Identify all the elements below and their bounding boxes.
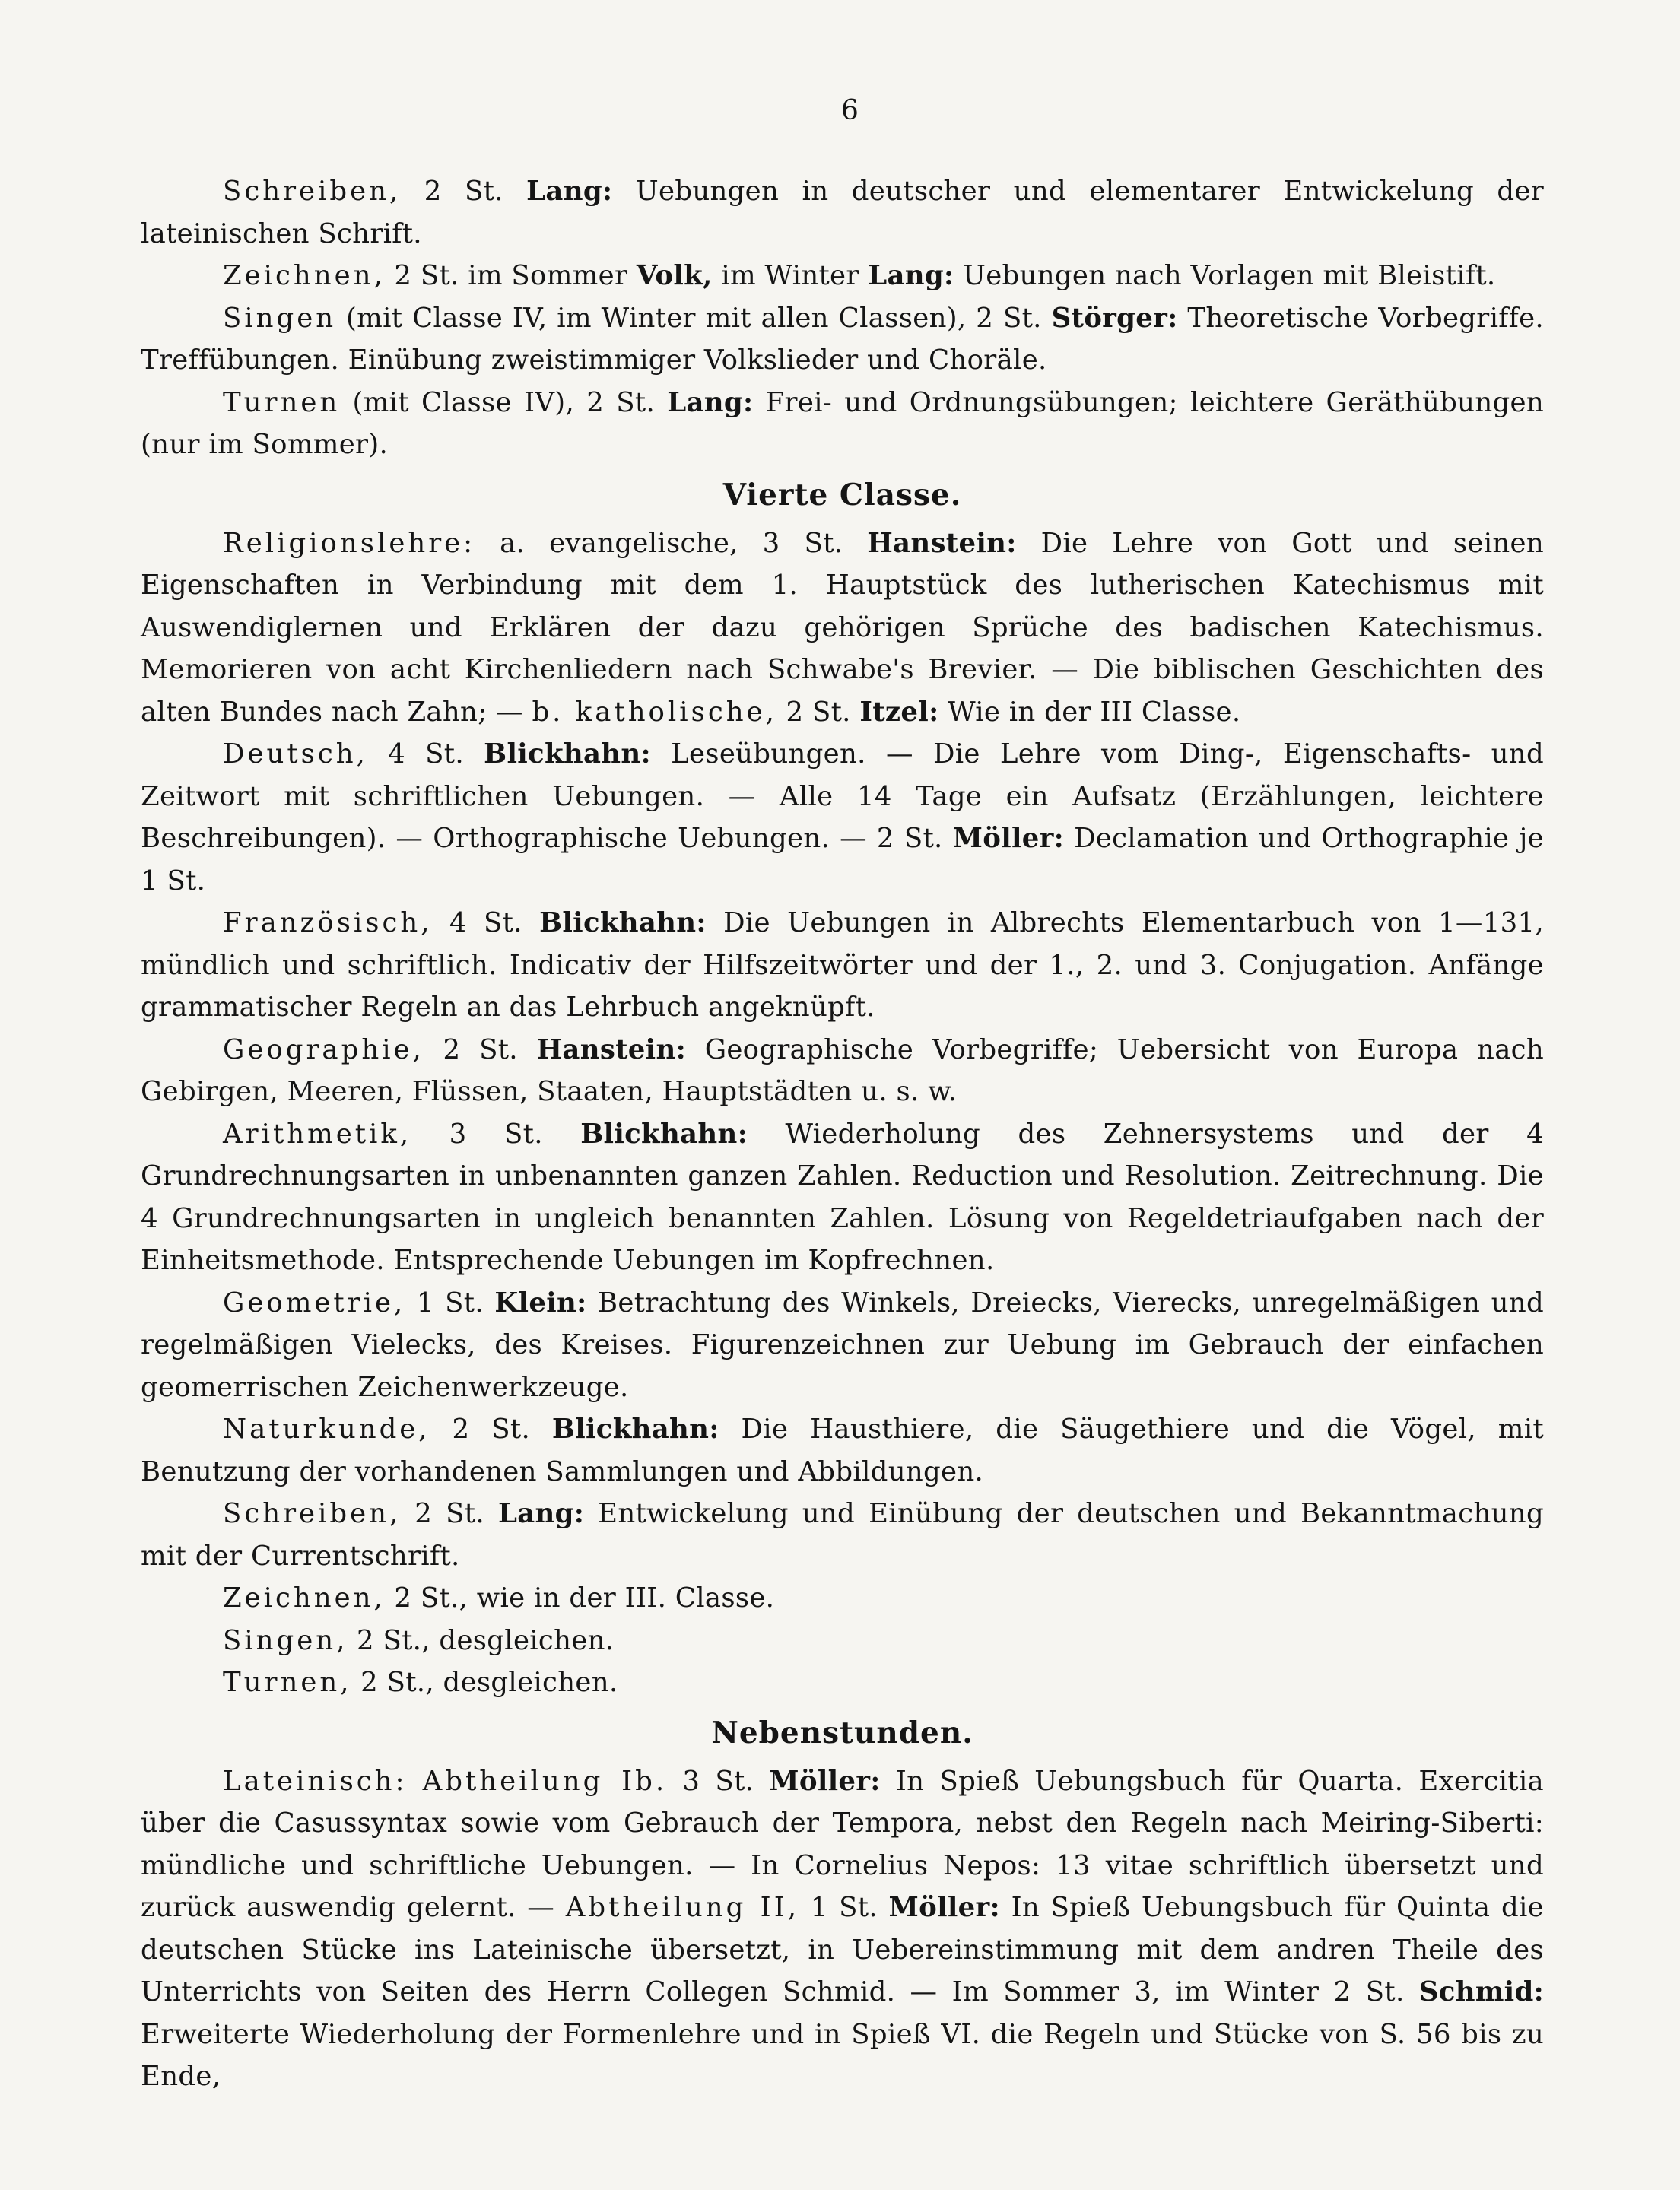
teacher-name: Blickhahn: [551, 1414, 719, 1445]
paragraph-text: Die Uebungen in Albrechts Elementarbuch von 1—131, mündlich und schriftlich. Indicativ der Hilfszeitwörter und der 1., 2. und 3. Conjugation. Anfänge grammatischer Regeln an das Lehrbuch angeknüpft. [141, 907, 1544, 1023]
paragraph-naturkunde [141, 1408, 1544, 1493]
teacher-name: Möller: [769, 1765, 881, 1797]
paragraph-text: 2 St., wie in der III. Classe. [394, 1582, 775, 1614]
section-heading-nebenstunden: Nebenstunden. [711, 1715, 973, 1750]
paragraph-text: 2 St., desgleichen. [357, 1624, 615, 1656]
paragraph-schreiben [141, 1493, 1544, 1577]
section-heading-vierte-classe: Vierte Classe. [722, 477, 962, 513]
subject-label: Zeichnen, [223, 1582, 386, 1614]
paragraph-text: Wiederholung des Zehnersystems und der 4 Grundrechnungsarten in unbenannten ganzen Zahlen. Reduction und Resolution. Zeitrechnung. Die 4 Grundrechnungsarten in ungleich benannten Zahlen. Lösung von Regeldetriaufgaben nach der Einheitsmethode. Entsprechende Uebungen im Kopfrechnen. [141, 1118, 1544, 1276]
subject-label: Zeichnen, [223, 260, 386, 291]
subject-label: Schreiben, [223, 176, 402, 207]
paragraph-text: Leseübungen. — Die Lehre vom Ding-, Eigenschafts- und Zeitwort mit schriftlichen Uebungen. — Alle 14 Tage ein Aufsatz (Erzählungen, leichtere Beschreibungen). — Orthographische Uebungen. — 2 St. [141, 738, 1544, 854]
subject-label: Arithmetik, [223, 1118, 412, 1150]
paragraph-text: im Winter [721, 260, 859, 291]
teacher-name: Lang: [526, 176, 613, 207]
hours: 2 St. [424, 176, 503, 207]
teacher-name: Blickhahn: [484, 738, 651, 770]
teacher-name: Blickhahn: [539, 907, 707, 938]
paragraph-text: Betrachtung des Winkels, Dreiecks, Vierecks, unregelmäßigen und regelmäßigen Vielecks, des Kreises. Figurenzeichnen zur Uebung im Gebrauch der einfachen geomerrischen Zeichenwerkzeuge. [141, 1287, 1545, 1403]
subject-label: Schreiben, [223, 1498, 402, 1529]
document-page [141, 95, 1544, 2098]
paragraph-text: Geographische Vorbegriffe; Uebersicht von Europa nach Gebirgen, Meeren, Flüssen, Staaten, Hauptstädten u. s. w. [141, 1033, 1545, 1107]
teacher-name: Schmid: [1418, 1976, 1544, 2008]
teacher-name: Itzel: [859, 696, 939, 728]
hours: 3 St. [682, 1765, 754, 1797]
paragraph-lateinisch [141, 1760, 1544, 2098]
subject-label: Deutsch, [223, 738, 368, 770]
teacher-name: Möller: [952, 823, 1065, 854]
paragraph-text: Wie in der III Classe. [948, 696, 1241, 728]
subject-label: Geographie, [223, 1033, 424, 1065]
hours: 4 St. [388, 738, 464, 770]
subject-label: Französisch, [223, 907, 433, 938]
subject-label: Singen, [223, 1624, 348, 1656]
hours: 2 St. [786, 696, 851, 728]
paragraph-text: Erweiterte Wiederholung der Formenlehre und in Spieß VI. die Regeln und Stücke von S. 56 bis zu Ende, [141, 2018, 1544, 2092]
paragraph-religion [141, 522, 1544, 734]
subject-label: b. katholische, [532, 696, 777, 728]
teacher-name: Lang: [667, 386, 754, 418]
teacher-name: Klein: [494, 1287, 587, 1319]
paragraph-geometrie [141, 1282, 1544, 1409]
paragraph-text: Die Lehre von Gott und seinen Eigenschaften in Verbindung mit dem 1. Hauptstück des lutherischen Katechismus mit Auswendiglernen und Erklären der dazu gehörigen Sprüche des badischen Katechismus. Memorieren von acht Kirchenliedern nach Schwabe's Brevier. — Die biblischen Geschichten des alten Bundes nach Zahn; — [141, 527, 1545, 728]
teacher-name: Hanstein: [867, 527, 1017, 559]
page-number: 6 [841, 95, 859, 126]
teacher-name: Volk, [636, 260, 713, 291]
hours: 2 St. [414, 1498, 484, 1529]
section-label: Abtheilung Ib. [422, 1765, 668, 1797]
paragraph-text: 2 St., desgleichen. [360, 1667, 618, 1698]
hours: 2 St. im Sommer [394, 260, 628, 291]
paragraph-text: Uebungen nach Vorlagen mit Bleistift. [963, 260, 1496, 291]
paragraph-arithmetik [141, 1113, 1544, 1282]
hours: (mit Classe IV, im Winter mit allen Classen), 2 St. [345, 302, 1042, 334]
section-label: Abtheilung II, [565, 1892, 800, 1923]
teacher-name: Lang: [497, 1498, 585, 1529]
paragraph-geographie [141, 1029, 1544, 1113]
subject-label: Turnen, [223, 1667, 352, 1698]
subject-label: Geometrie, [223, 1287, 406, 1319]
hours: 1 St. [416, 1287, 484, 1319]
paragraph-zeichnen-intro [141, 255, 1544, 297]
hours: 4 St. [449, 907, 522, 938]
paragraph-singen-intro [141, 297, 1544, 382]
teacher-name: Störger: [1051, 302, 1178, 334]
paragraph-text: In Spieß Uebungsbuch für Quinta die deutschen Stücke ins Lateinische übersetzt, in Uebereinstimmung mit dem andren Theile des Unterrichts von Seiten des Herrn Collegen Schmid. — Im Sommer 3, im Winter 2 St. [141, 1892, 1544, 2008]
paragraph-turnen-intro [141, 382, 1544, 466]
paragraph-schreiben-intro [141, 170, 1544, 255]
subject-label: Lateinisch: [223, 1765, 408, 1797]
teacher-name: Möller: [888, 1892, 1000, 1923]
paragraph-zeichnen [141, 1577, 1544, 1620]
subject-label: Turnen [223, 386, 341, 418]
subject-label: Singen [223, 302, 337, 334]
teacher-name: Blickhahn: [580, 1118, 748, 1150]
hours: 1 St. [810, 1892, 878, 1923]
paragraph-deutsch [141, 733, 1544, 902]
subject-label: Religionslehre: [223, 527, 476, 559]
paragraph-text: Uebungen in deutscher und elementarer Entwickelung der lateinischen Schrift. [141, 176, 1544, 249]
paragraph-text: Frei- und Ordnungsübungen; leichtere Geräthübungen (nur im Sommer). [141, 386, 1545, 460]
paragraph-text: Entwickelung und Einübung der deutschen und Bekanntmachung mit der Currentschrift. [141, 1498, 1544, 1572]
hours: 2 St. [443, 1033, 518, 1065]
paragraph-turnen [141, 1662, 1544, 1704]
paragraph-text: Declamation und Orthographie je 1 St. [141, 823, 1544, 897]
paragraph-text: In Spieß Uebungsbuch für Quarta. Exercitia über die Casussyntax sowie vom Gebrauch der Tempora, nebst den Regeln nach Meiring-Siberti: mündliche und schriftliche Uebungen. — In Cornelius Nepos: 13 vitae schriftlich übersetzt und zurück auswendig gelernt. — [141, 1765, 1544, 1923]
teacher-name: Lang: [868, 260, 954, 291]
hours: a. evangelische, 3 St. [500, 527, 843, 559]
hours: (mit Classe IV), 2 St. [352, 386, 656, 418]
paragraph-franzoesisch [141, 902, 1544, 1029]
hours: 3 St. [449, 1118, 543, 1150]
paragraph-singen [141, 1620, 1544, 1662]
subject-label: Naturkunde, [223, 1414, 430, 1445]
teacher-name: Hanstein: [536, 1033, 686, 1065]
hours: 2 St. [452, 1414, 531, 1445]
paragraph-text: Theoretische Vorbegriffe. Treffübungen. Einübung zweistimmiger Volkslieder und Choräle. [141, 302, 1544, 376]
paragraph-text: Die Hausthiere, die Säugethiere und die Vögel, mit Benutzung der vorhandenen Sammlungen und Abbildungen. [141, 1414, 1544, 1487]
